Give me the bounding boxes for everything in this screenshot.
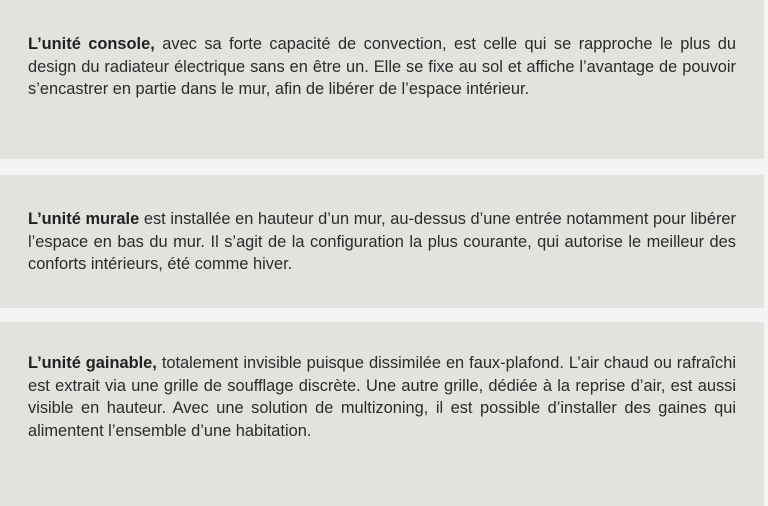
section-gainable [0,322,764,506]
section-murale-title: L’unité murale [28,210,140,228]
section-gainable-text: totalement invisible puisque dissimilée en faux-plafond. L’air chaud ou rafraîchi est extrait via une grille de soufflage discrète. Une autre grille, dédiée à la reprise d’air, est aussi visible en hauteur. Avec une solution de multizoning, il est possible d’installer des gaines qui alimentent l’ensemble d’une habitation. [28,354,736,440]
section-gainable-title: L’unité gainable, [28,354,157,372]
section-murale-paragraph [28,208,736,276]
section-console-title: L’unité console, [28,35,155,53]
section-murale-text: est installée en hauteur d’un mur, au-dessus d’une entrée notamment pour libérer l’espace en bas du mur. Il s’agit de la configuration la plus courante, qui autorise le meilleur des conforts intérieurs, été comme hiver. [28,210,736,273]
section-console-paragraph [28,33,736,101]
section-console-text: avec sa forte capacité de convection, est celle qui se rapproche le plus du design du radiateur électrique sans en être un. Elle se fixe au sol et affiche l’avantage de pouvoir s’encastrer en partie dans le mur, afin de libérer de l’espace intérieur. [28,35,736,98]
section-console [0,0,764,159]
section-gainable-paragraph [28,352,736,442]
section-murale [0,175,764,308]
